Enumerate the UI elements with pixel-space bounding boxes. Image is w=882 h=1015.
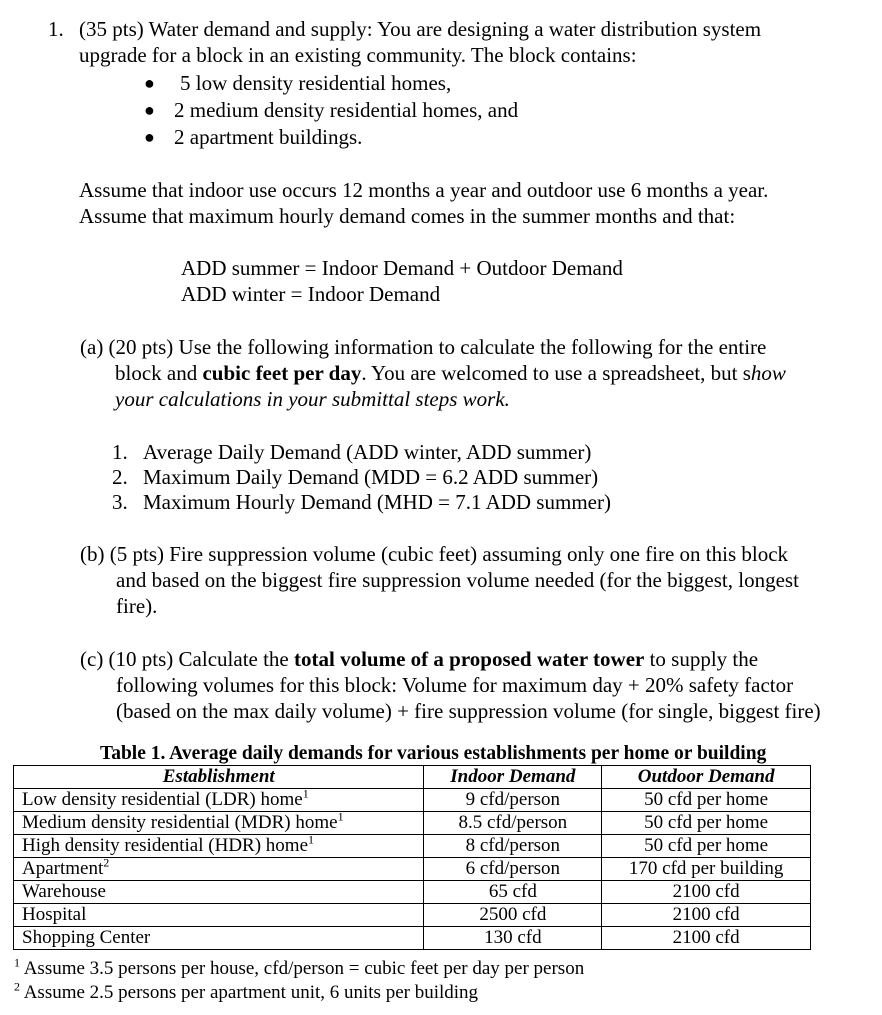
question-intro-line2: upgrade for a block in an existing community. The block contains: [79, 43, 637, 67]
establishment-cell [14, 832, 424, 858]
question-intro-line1: (35 pts) Water demand and supply: You are designing a water distribution system [79, 17, 762, 41]
establishment-cell [14, 809, 424, 835]
list-number: 3. [112, 490, 128, 514]
establishment-name: High density residential (HDR) home [22, 835, 309, 856]
part-c-line1 [80, 646, 758, 672]
footnote-marker: 1 [308, 832, 315, 847]
indoor-demand-cell: 65 cfd [424, 881, 602, 904]
establishment-name: Hospital [22, 904, 87, 925]
outdoor-demand-cell: 2100 cfd [602, 904, 811, 927]
table-row [14, 812, 811, 835]
demand-table [13, 765, 811, 950]
footnote-marker: 1 [14, 955, 20, 970]
part-a-italic: how [750, 361, 786, 385]
footnote-marker: 1 [337, 809, 344, 824]
table-row [14, 858, 811, 881]
table-row [14, 881, 811, 904]
list-number: 2. [112, 465, 128, 489]
establishment-name: Shopping Center [22, 927, 151, 948]
part-a-line3: your calculations in your submittal steps work. [115, 387, 510, 411]
list-item: 5 low density residential homes, [180, 71, 452, 95]
outdoor-demand-cell: 50 cfd per home [602, 789, 811, 812]
list-number: 1. [112, 440, 128, 464]
footnote-marker: 1 [302, 786, 309, 801]
footnote-text: Assume 2.5 persons per apartment unit, 6 units per building [23, 982, 479, 1003]
table-header-row [14, 766, 811, 789]
outdoor-demand-cell: 50 cfd per home [602, 835, 811, 858]
indoor-demand-cell: 8.5 cfd/person [424, 812, 602, 835]
establishment-name: Warehouse [22, 881, 106, 902]
column-header-outdoor-demand: Outdoor Demand [602, 766, 811, 789]
column-header-indoor-demand: Indoor Demand [424, 766, 602, 789]
part-b-line2: and based on the biggest fire suppression volume needed (for the biggest, longest [116, 568, 799, 592]
establishment-name: Medium density residential (MDR) home [22, 812, 338, 833]
outdoor-demand-cell: 50 cfd per home [602, 812, 811, 835]
table-row [14, 835, 811, 858]
list-item: Maximum Daily Demand (MDD = 6.2 ADD summer) [143, 465, 599, 489]
footnote-marker: 2 [14, 979, 20, 994]
establishment-name: Low density residential (LDR) home [22, 789, 303, 810]
table-row [14, 789, 811, 812]
assumption-line1: Assume that indoor use occurs 12 months a year and outdoor use 6 months a year. [79, 178, 769, 202]
establishment-cell [14, 904, 424, 927]
part-a-line1: (a) (20 pts) Use the following information to calculate the following for the entire [80, 335, 767, 359]
part-a-line2-text: block and [115, 361, 203, 385]
indoor-demand-cell: 9 cfd/person [424, 789, 602, 812]
indoor-demand-cell: 2500 cfd [424, 904, 602, 927]
footnote-text: Assume 3.5 persons per house, cfd/person = cubic feet per day per person [23, 958, 585, 979]
assumption-line2: Assume that maximum hourly demand comes in the summer months and that: [79, 204, 736, 228]
outdoor-demand-cell: 2100 cfd [602, 927, 811, 950]
indoor-demand-cell: 8 cfd/person [424, 835, 602, 858]
outdoor-demand-cell: 2100 cfd [602, 881, 811, 904]
list-item: 2 medium density residential homes, and [174, 98, 519, 122]
part-a-emphasis: cubic feet per day [202, 361, 362, 385]
table-caption: Table 1. Average daily demands for various establishments per home or building [100, 743, 767, 764]
indoor-demand-cell: 6 cfd/person [424, 858, 602, 881]
establishment-cell [14, 786, 424, 812]
establishment-cell [14, 881, 424, 904]
part-c-emphasis: total volume of a proposed water tower [294, 647, 645, 671]
part-a-line2-text-post: . You are welcomed to use a spreadsheet, but s [361, 361, 751, 385]
indoor-demand-cell: 130 cfd [424, 927, 602, 950]
part-b-line3: fire). [116, 594, 158, 618]
table-row [14, 927, 811, 950]
part-c-line1-text-post: to supply the [644, 647, 759, 671]
bullet-icon: ● [144, 100, 155, 120]
establishment-name: Apartment [22, 858, 104, 879]
footnote-2 [14, 980, 478, 1006]
list-item: Average Daily Demand (ADD winter, ADD summer) [143, 440, 592, 464]
footnote-1 [14, 956, 584, 982]
outdoor-demand-cell: 170 cfd per building [602, 858, 811, 881]
part-c-line2: following volumes for this block: Volume for maximum day + 20% safety factor [116, 673, 794, 697]
equation-add-summer: ADD summer = Indoor Demand + Outdoor Demand [181, 256, 623, 280]
column-header-establishment: Establishment [14, 766, 424, 789]
part-c-line1-text: (c) (10 pts) Calculate the [80, 647, 294, 671]
establishment-cell [14, 855, 424, 881]
equation-add-winter: ADD winter = Indoor Demand [181, 282, 441, 306]
part-b-line1: (b) (5 pts) Fire suppression volume (cubic feet) assuming only one fire on this block [80, 542, 789, 566]
question-number: 1. [48, 17, 64, 41]
bullet-icon: ● [144, 127, 155, 147]
part-c-line3: (based on the max daily volume) + fire suppression volume (for single, biggest fire) [116, 699, 821, 723]
bullet-icon: ● [144, 73, 155, 93]
footnote-marker: 2 [103, 855, 110, 870]
list-item: 2 apartment buildings. [174, 125, 363, 149]
list-item: Maximum Hourly Demand (MHD = 7.1 ADD summer) [143, 490, 611, 514]
table-row [14, 904, 811, 927]
part-a-line2 [115, 360, 786, 386]
establishment-cell [14, 927, 424, 950]
